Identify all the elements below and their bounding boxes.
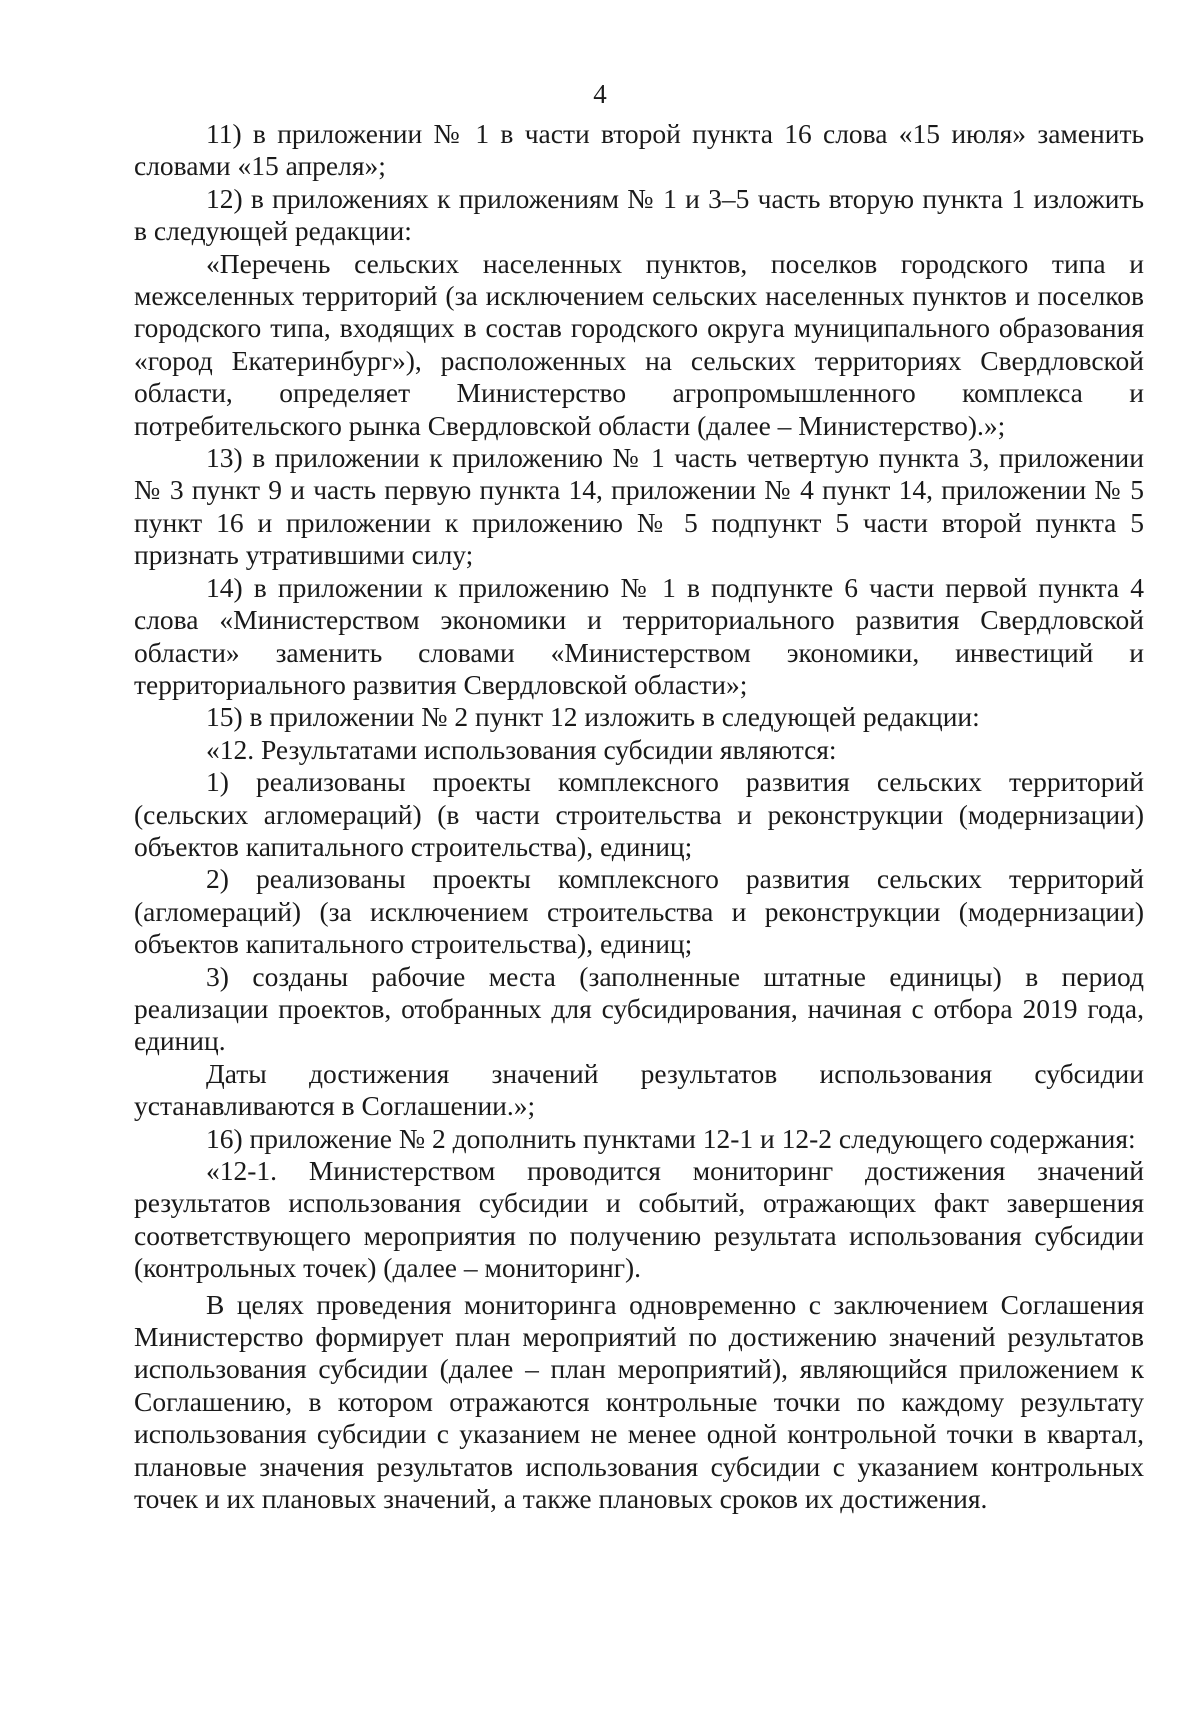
paragraph-result-2: 2) реализованы проекты комплексного развития сельских территорий (агломераций) (за исключением строительства и реконструкции (модернизации) объектов капитального строительства), единиц;	[134, 863, 1144, 960]
paragraph-item-13: 13) в приложении к приложению № 1 часть четвертую пункта 3, приложении № 3 пункт 9 и часть первую пункта 14, приложении № 4 пункт 14, приложении № 5 пункт 16 и приложении к приложению № 5 подпункт 5 части второй пункта 5 признать утратившими силу;	[134, 442, 1144, 571]
document-body	[134, 118, 1144, 1515]
paragraph-dates: Даты достижения значений результатов использования субсидии устанавливаются в Соглашении.»;	[134, 1057, 1144, 1122]
paragraph-item-12: 12) в приложениях к приложениям № 1 и 3–5 часть вторую пункта 1 изложить в следующей редакции:	[134, 182, 1144, 247]
paragraph-settlements-list: «Перечень сельских населенных пунктов, поселков городского типа и межселенных территорий (за исключением сельских населенных пунктов и поселков городского типа, входящих в состав городского округа муниципального образования «город Екатеринбург»), расположенных на сельских территориях Свердловской области, определяет Министерство агропромышленного комплекса и потребительского рынка Свердловской области (далее – Министерство).»;	[134, 247, 1144, 441]
paragraph-monitoring-plan: В целях проведения мониторинга одновременно с заключением Соглашения Министерство формирует план мероприятий по достижению значений результатов использования субсидии (далее – план мероприятий), являющийся приложением к Соглашению, в котором отражаются контрольные точки по каждому результату использования субсидии с указанием не менее одной контрольной точки в квартал, плановые значения результатов использования субсидии с указанием контрольных точек и их плановых значений, а также плановых сроков их достижения.	[134, 1288, 1144, 1515]
paragraph-item-16: 16) приложение № 2 дополнить пунктами 12-1 и 12-2 следующего содержания:	[206, 1122, 1136, 1154]
paragraph-result-3: 3) созданы рабочие места (заполненные штатные единицы) в период реализации проектов, отобранных для субсидирования, начиная с отбора 2019 года, единиц.	[134, 960, 1144, 1057]
paragraph-item-15: 15) в приложении № 2 пункт 12 изложить в следующей редакции:	[206, 701, 980, 733]
paragraph-result-1: 1) реализованы проекты комплексного развития сельских территорий (сельских агломераций) (в части строительства и реконструкции (модернизации) объектов капитального строительства), единиц;	[134, 766, 1144, 862]
paragraph-item-14: 14) в приложении к приложению № 1 в подпункте 6 части первой пункта 4 слова «Министерством экономики и территориального развития Свердловской области» заменить словами «Министерством экономики, инвестиций и территориального развития Свердловской области»;	[134, 571, 1144, 700]
paragraph-item-11: 11) в приложении № 1 в части второй пункта 16 слова «15 июля» заменить словами «15 апреля»;	[134, 118, 1144, 182]
paragraph-clause-12: «12. Результатами использования субсидии являются:	[206, 733, 837, 765]
paragraph-clause-12-1: «12-1. Министерством проводится мониторинг достижения значений результатов использования субсидии и событий, отражающих факт завершения соответствующего мероприятия по получению результата использования субсидии (контрольных точек) (далее – мониторинг).	[134, 1155, 1144, 1284]
page-number: 4	[593, 79, 607, 109]
